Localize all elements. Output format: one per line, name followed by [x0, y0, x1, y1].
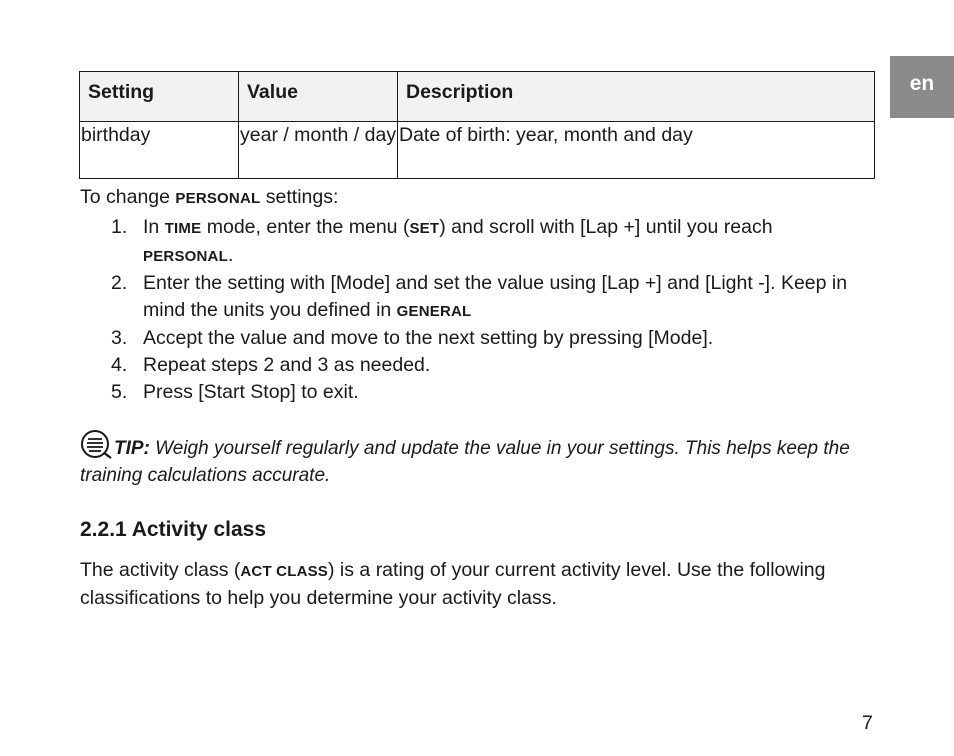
intro-prefix: To change [80, 186, 176, 208]
body-text: The activity class ( [80, 559, 241, 581]
steps-list [80, 214, 880, 406]
body-keyword: ACT CLASS [240, 563, 329, 580]
step-number: 3. [111, 327, 128, 349]
settings-table [79, 71, 875, 179]
table-header-row [80, 72, 875, 122]
cell-description: Date of birth: year, month and day [398, 122, 875, 179]
section-body [80, 557, 880, 612]
step-keyword: PERSONAL [143, 248, 228, 265]
step-text: . [227, 244, 234, 266]
cell-value: year / month / day [239, 122, 398, 179]
step-keyword: GENERAL [396, 303, 472, 320]
intro-keyword: PERSONAL [175, 190, 261, 207]
step-text: mode, enter the menu ( [201, 216, 410, 238]
step-number: 4. [111, 354, 128, 376]
step-text: ) and scroll with [Lap +] until you reach [439, 216, 773, 238]
list-item [80, 325, 880, 352]
step-text: In [143, 216, 165, 238]
table-row [80, 122, 875, 179]
step-keyword: TIME [164, 220, 202, 237]
header-description: Description [398, 72, 875, 122]
step-text: Press [Start Stop] to exit. [143, 381, 359, 403]
step-number: 2. [111, 272, 128, 294]
tip-text: Weigh yourself regularly and update the value in your settings. This helps keep the training calculations accurate. [80, 438, 850, 486]
list-item [80, 352, 880, 379]
list-item [80, 379, 880, 406]
section-heading: 2.2.1 Activity class [80, 518, 267, 541]
intro-suffix: settings: [260, 186, 339, 208]
page-number: 7 [862, 712, 873, 734]
language-tab[interactable]: en [890, 56, 954, 118]
step-text: Repeat steps 2 and 3 as needed. [143, 354, 431, 376]
step-number: 1. [111, 216, 128, 238]
step-text: Accept the value and move to the next setting by pressing [Mode]. [143, 327, 714, 349]
body-text: ) is a rating of your current activity level. Use the following classifications to help you determine your activity class. [80, 559, 826, 609]
tip-box [80, 430, 880, 489]
header-value: Value [239, 72, 398, 122]
list-item [80, 270, 880, 325]
step-keyword: SET [409, 220, 440, 237]
header-setting: Setting [80, 72, 239, 122]
note-icon [80, 430, 114, 460]
cell-setting: birthday [80, 122, 239, 179]
step-text: Enter the setting with [Mode] and set the value using [Lap +] and [Light -]. Keep in mind the units you defined in [143, 272, 848, 321]
intro-text [80, 184, 338, 212]
tip-label: TIP: [114, 438, 150, 459]
list-item [80, 214, 880, 270]
step-number: 5. [111, 381, 128, 403]
